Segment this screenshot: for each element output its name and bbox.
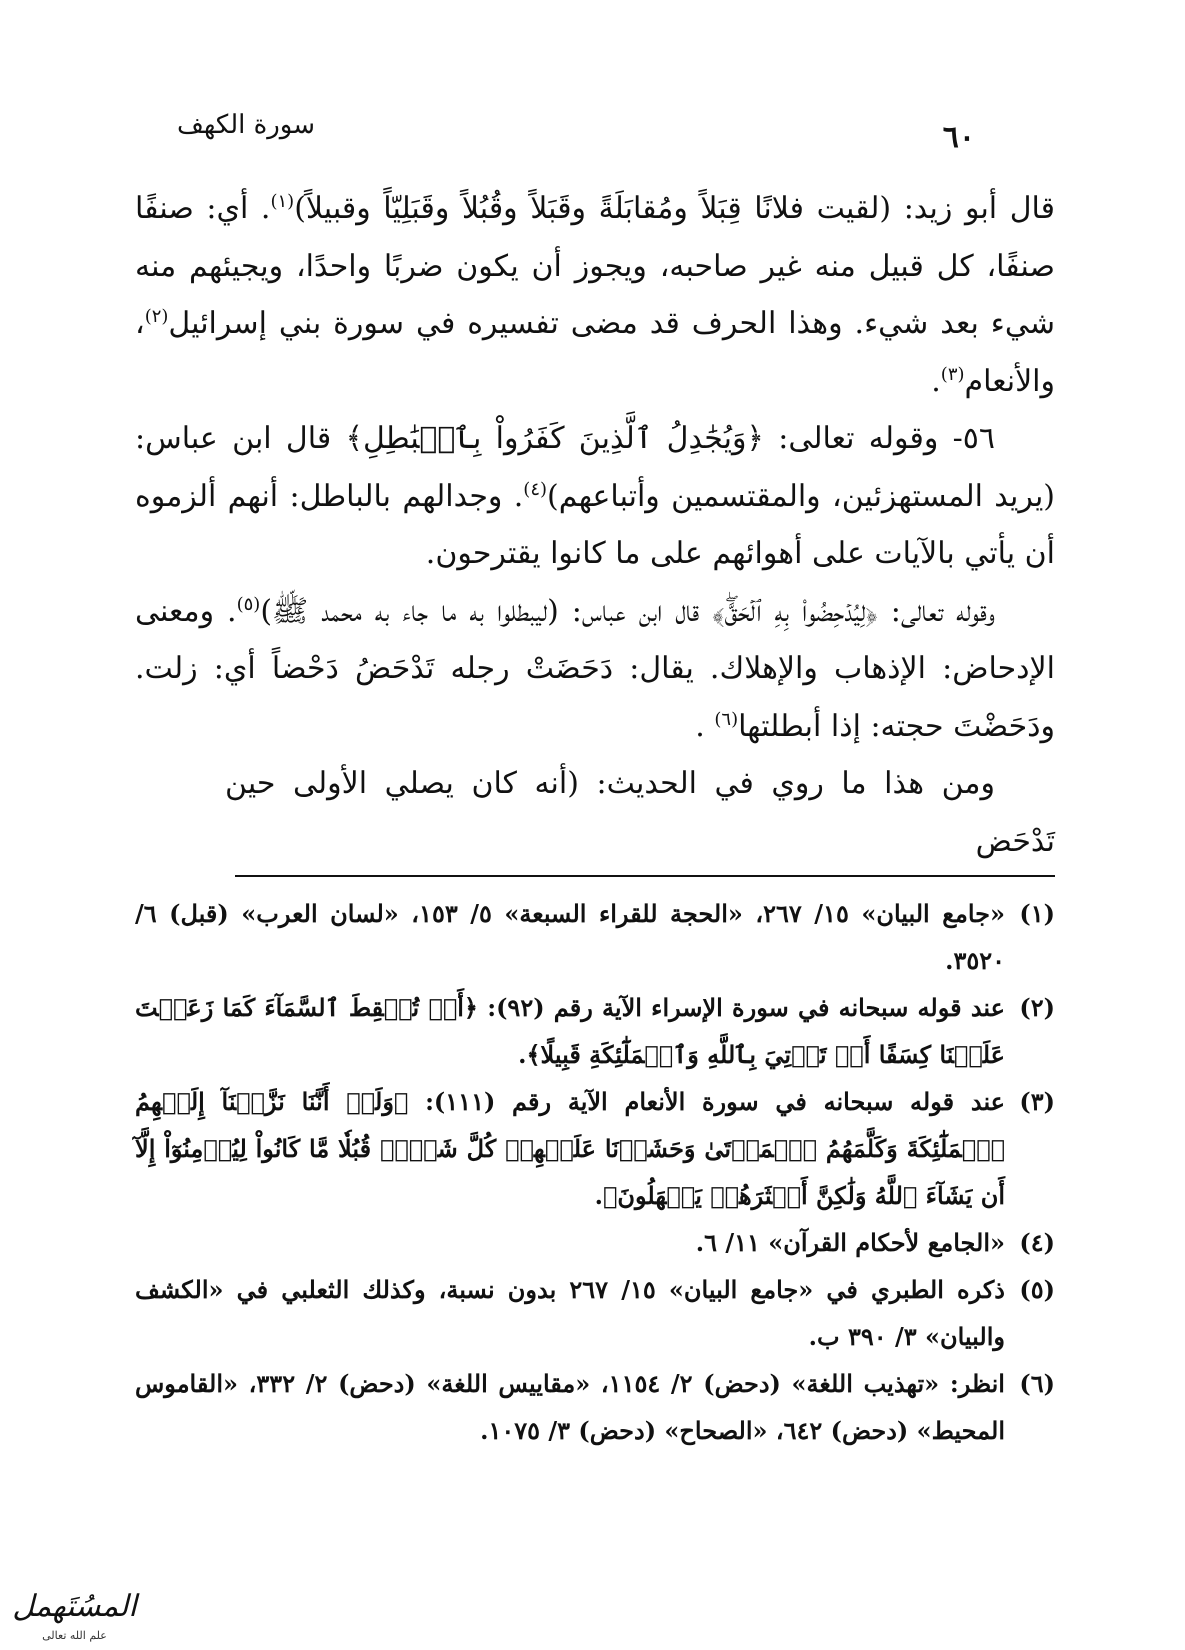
paragraph-2: [135, 410, 1055, 583]
footnote-text: عند قوله سبحانه في سورة الأنعام الآية رقم (١١١): ﴿وَلَوۡ أَنَّنَا نَزَّلۡنَآ إِلَيۡهِمُ ٱلۡمَلَٰٓئِكَةَ وَكَلَّمَهُمُ ٱلۡمَوۡتَىٰ وَحَشَرۡنَا عَلَيۡهِمۡ كُلَّ شَيۡءٖ قُبُلٗا مَّا كَانُواْ لِيُؤۡمِنُوٓاْ إِلَّآ أَن يَشَآءَ ٱللَّهُ وَلَٰكِنَّ أَكۡثَرَهُمۡ يَجۡهَلُونَ﴾.: [135, 1087, 1005, 1210]
footnote-ref-1[interactable]: (١): [270, 191, 295, 212]
footnote-number: (٣): [1019, 1087, 1055, 1116]
footnote-text: ذكره الطبري في «جامع البيان» ١٥/ ٢٦٧ بدون نسبة، وكذلك الثعلبي في «الكشف والبيان» ٣/ ٣٩٠ ب.: [135, 1275, 1005, 1351]
footnote-number: (٥): [1019, 1275, 1055, 1304]
text-run: .: [931, 363, 941, 399]
paragraph-3: [135, 583, 1055, 756]
paragraph-1: [135, 180, 1055, 410]
footnote-3: [135, 1078, 1055, 1219]
library-stamp-logo: [12, 1570, 137, 1642]
footnote-ref-5[interactable]: (٥): [236, 593, 261, 615]
footnote-text: انظر: «تهذيب اللغة» (دحض) ٢/ ١١٥٤، «مقاييس اللغة» (دحض) ٢/ ٣٣٢، «القاموس المحيط» (دحض) ٦٤٢، «الصحاح» (دحض) ٣/ ١٠٧٥.: [135, 1369, 1005, 1445]
text-run: قال أبو زيد: (لقيت فلانًا قِبَلاً ومُقابَلَةً وقَبَلاً وقُبُلاً وقَبَلِيّاً وقبيلاً): [294, 191, 1055, 226]
footnote-2: [135, 984, 1055, 1078]
running-head: سورة الكهف: [176, 110, 315, 140]
footnote-divider: [235, 875, 1055, 877]
footnote-5: [135, 1266, 1055, 1360]
footnote-number: (٦): [1019, 1369, 1055, 1398]
footnote-4: [135, 1219, 1055, 1266]
paragraph-4: ومن هذا ما روي في الحديث: (أنه كان يصلي الأولى حين تَدْحَض: [225, 766, 1055, 859]
footnote-text: «الجامع لأحكام القرآن» ١١/ ٦.: [695, 1228, 1005, 1257]
footnote-number: (١): [1019, 899, 1055, 928]
page-number: ٦٠: [942, 120, 975, 155]
text-run: . وجدالهم بالباطل: أنهم ألزموه أن يأتي بالآيات على أهوائهم على ما كانوا يقترحون.: [135, 478, 1055, 571]
footnote-ref-6[interactable]: (٦): [714, 708, 739, 730]
footnote-text: عند قوله سبحانه في سورة الإسراء الآية رقم (٩٢): ﴿أَوۡ تُسۡقِطَ ٱلسَّمَآءَ كَمَا زَعَمۡتَ عَلَيۡنَا كِسَفًا أَوۡ تَأۡتِيَ بِٱللَّهِ وَٱلۡمَلَٰٓئِكَةِ قَبِيلًا﴾.: [135, 993, 1005, 1069]
footnote-ref-3[interactable]: (٣): [940, 363, 965, 385]
footnote-number: (٢): [1019, 993, 1055, 1022]
text-run: .: [695, 708, 715, 744]
footnote-ref-4[interactable]: (٤): [523, 478, 548, 500]
main-text: [135, 180, 1055, 870]
footnote-6: [135, 1360, 1055, 1454]
footnote-ref-2[interactable]: (٢): [144, 306, 169, 327]
text-run: ، والأنعام: [135, 306, 1055, 399]
footnote-1: [135, 890, 1055, 984]
footnote-text: «جامع البيان» ١٥/ ٢٦٧، «الحجة للقراء السبعة» ٥/ ١٥٣، «لسان العرب» (قبل) ٦/ ٣٥٢٠.: [135, 899, 1005, 975]
footnotes: [135, 890, 1055, 1454]
stamp-logo-text: المسُتَهمل: [12, 1589, 137, 1624]
stamp-subtitle: علم الله تعالى: [42, 1629, 107, 1642]
text-run: ٥٦- وقوله تعالى: ﴿وَيُجَٰدِلُ ٱلَّذِينَ كَفَرُواْ بِٱلۡبَٰطِلِ﴾ قال ابن عباس: (يريد المستهزئين، والمقتسمين وأتباعهم): [135, 421, 1055, 514]
text-run: وقوله تعالى: ﴿لِيُدۡحِضُواْ بِهِ ٱلۡحَقَّۖ﴾ قال ابن عباس: (ليبطلوا به ما جاء به محمد ﷺ): [260, 593, 995, 629]
text-run: . ومعنى الإدحاض: الإذهاب والإهلاك. يقال: دَحَضَتْ رجله تَدْحَضُ دَحْضاً أي: زلت. ودَحَضْتَ حجته: إذا أبطلتها: [135, 593, 1055, 744]
footnote-number: (٤): [1019, 1228, 1055, 1257]
text-run: . أي: صنفًا صنفًا، كل قبيل منه غير صاحبه، ويجوز أن يكون ضربًا واحدًا، ويجيئهم منه شيء بعد شيء. وهذا الحرف قد مضى تفسيره في سورة بني إسرائيل: [135, 191, 1055, 341]
